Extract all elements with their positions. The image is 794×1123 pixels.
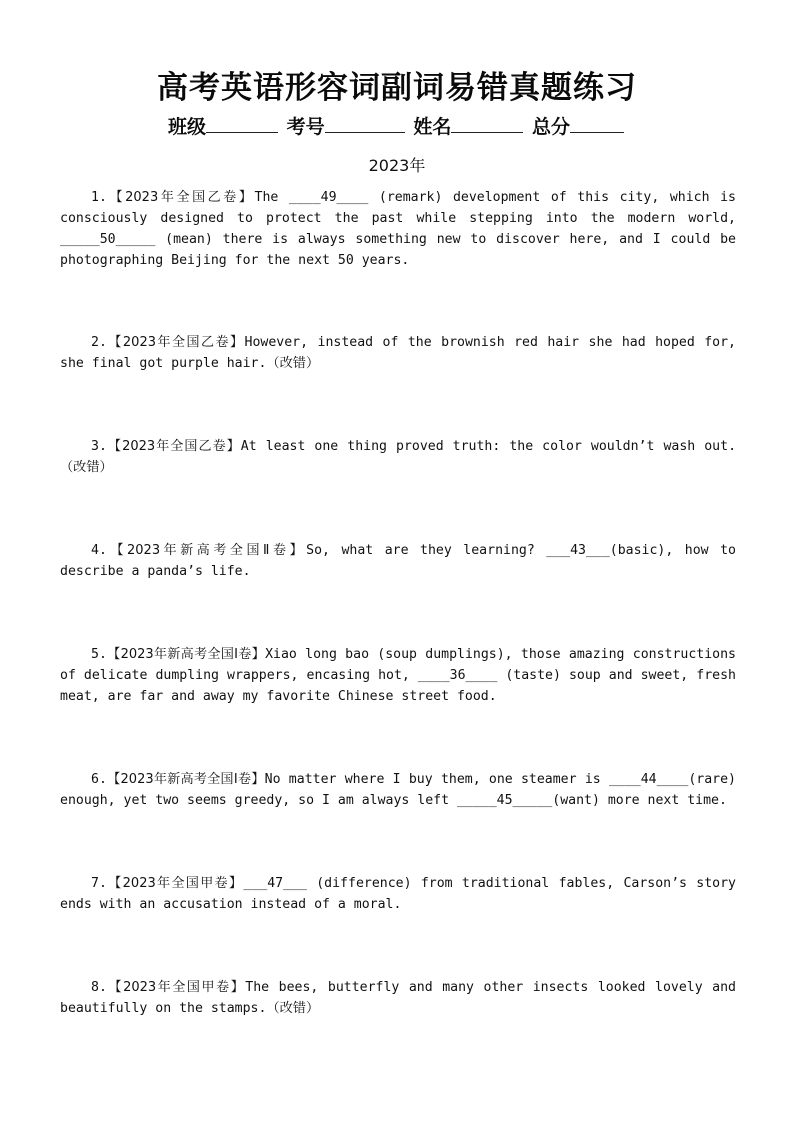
- question-item: [60, 873, 736, 915]
- question-item: [60, 644, 736, 707]
- question-number: 8.: [91, 980, 107, 995]
- question-number: 1.: [91, 190, 107, 205]
- name-label: 姓名: [413, 116, 452, 138]
- question-number: 7.: [91, 876, 107, 891]
- question-number: 6.: [91, 772, 107, 787]
- class-label: 班级: [168, 116, 207, 138]
- question-text: The ____49____ (remark) development of this city, which is consciously designed to protect the past while stepping into the modern world, _____50_____ (mean) there is always something new to discover here, and I could be photographing Beijing for the next 50 years.: [60, 190, 736, 268]
- question-text: However, instead of the brownish red hair she had hoped for, she final got purple hair.（改错）: [60, 335, 736, 371]
- page-title: 高考英语形容词副词易错真题练习: [157, 70, 637, 106]
- student-info-line: [0, 112, 794, 139]
- question-source-tag: 【2023年全国乙卷】: [106, 190, 255, 205]
- question-text: No matter where I buy them, one steamer is ____44____(rare) enough, yet two seems greedy, so I am always left _____45_____(want) more next time.: [60, 772, 736, 808]
- question-item: [60, 436, 736, 478]
- question-item: [60, 540, 736, 582]
- question-source-tag: 【2023年新高考全国Ⅰ卷】: [106, 772, 265, 787]
- question-item: [60, 332, 736, 374]
- question-item: [60, 187, 736, 271]
- question-text: The bees, butterfly and many other insects looked lovely and beautifully on the stamps.（改错）: [60, 980, 736, 1016]
- score-label: 总分: [531, 116, 570, 138]
- question-number: 4.: [91, 543, 107, 558]
- class-blank: [206, 114, 278, 133]
- question-source-tag: 【2023年新高考全国Ⅱ卷】: [106, 543, 307, 558]
- question-number: 2.: [91, 335, 107, 350]
- question-number: 3.: [91, 439, 107, 454]
- exam-number-blank: [325, 114, 405, 133]
- exam-number-label: 考号: [286, 116, 325, 138]
- question-text: So, what are they learning? ___43___(basic), how to describe a panda’s life.: [60, 543, 737, 579]
- question-text: At least one thing proved truth: the color wouldn’t wash out.（改错）: [60, 439, 737, 475]
- year-heading: 2023年: [368, 156, 426, 175]
- question-text: Xiao long bao (soup dumplings), those amazing constructions of delicate dumpling wrappers, encasing hot, ____36____ (taste) soup and sweet, fresh meat, are far and away my favorite Chinese street food.: [60, 647, 736, 704]
- question-item: [60, 977, 736, 1019]
- score-blank: [570, 114, 624, 133]
- question-source-tag: 【2023年全国乙卷】: [106, 439, 241, 454]
- question-item: [60, 769, 736, 811]
- question-source-tag: 【2023年全国甲卷】: [106, 876, 244, 891]
- question-number: 5.: [91, 647, 107, 662]
- name-blank: [451, 114, 523, 133]
- question-source-tag: 【2023年新高考全国Ⅰ卷】: [106, 647, 266, 662]
- question-source-tag: 【2023年全国甲卷】: [106, 980, 246, 995]
- question-text: ___47___ (difference) from traditional fables, Carson’s story ends with an accusation instead of a moral.: [60, 876, 736, 912]
- question-source-tag: 【2023年全国乙卷】: [106, 335, 245, 350]
